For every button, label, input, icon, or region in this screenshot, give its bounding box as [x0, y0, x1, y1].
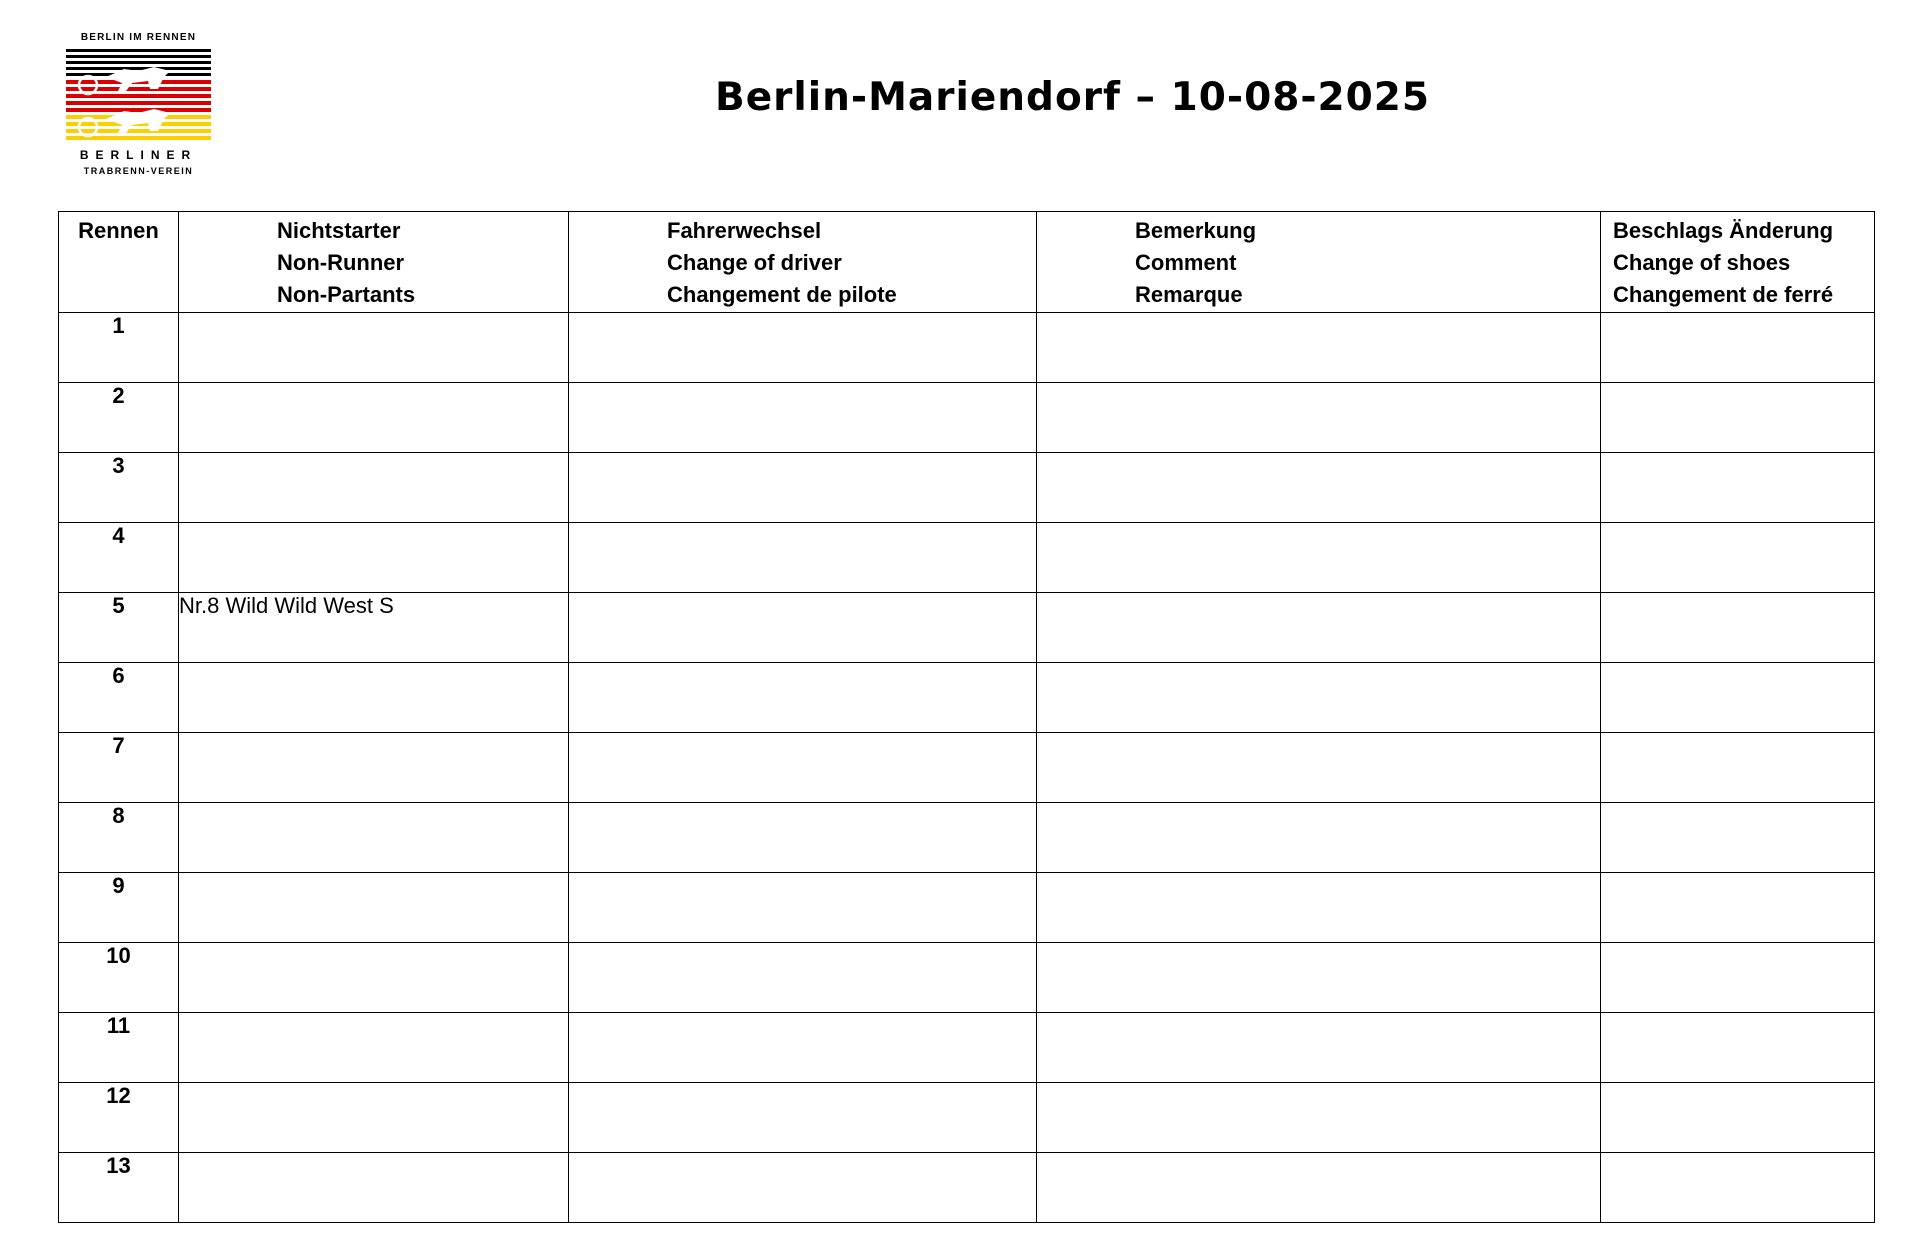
comment-cell [1037, 453, 1601, 523]
header-race-label: Rennen [78, 218, 159, 243]
race-number: 2 [59, 383, 179, 453]
non-runner-cell [179, 453, 569, 523]
table-row [59, 803, 1875, 873]
comment-cell [1037, 593, 1601, 663]
race-number: 1 [59, 313, 179, 383]
shoes-change-cell [1601, 453, 1875, 523]
non-runner-cell [179, 1083, 569, 1153]
non-runner-cell [179, 383, 569, 453]
non-runner-cell [179, 943, 569, 1013]
header-non-runner [179, 212, 569, 313]
shoes-change-cell [1601, 383, 1875, 453]
header-shoes-change [1601, 212, 1875, 313]
header-driver-change [569, 212, 1037, 313]
race-changes-table [58, 211, 1875, 1223]
shoes-change-cell [1601, 1083, 1875, 1153]
driver-change-cell [569, 1013, 1037, 1083]
race-number: 7 [59, 733, 179, 803]
shoes-change-cell [1601, 803, 1875, 873]
table-row [59, 873, 1875, 943]
header-race [59, 212, 179, 313]
shoes-change-cell [1601, 943, 1875, 1013]
shoes-change-cell [1601, 1153, 1875, 1223]
header-comment [1037, 212, 1601, 313]
non-runner-cell: Nr.8 Wild Wild West S [179, 593, 569, 663]
logo-sub-text: TRABRENN-VEREIN [83, 166, 194, 176]
race-number: 12 [59, 1083, 179, 1153]
header-shoes-change-fr: Changement de ferré [1613, 282, 1834, 307]
table-header-row [59, 212, 1875, 313]
comment-cell [1037, 943, 1601, 1013]
header-driver-change-en: Change of driver [667, 250, 842, 275]
header-non-runner-en: Non-Runner [277, 250, 405, 275]
race-number: 11 [59, 1013, 179, 1083]
comment-cell [1037, 1013, 1601, 1083]
shoes-change-cell [1601, 733, 1875, 803]
non-runner-cell [179, 1013, 569, 1083]
table-row [59, 383, 1875, 453]
logo-top-text: BERLIN IM RENNEN [80, 32, 197, 43]
logo [66, 32, 211, 182]
table-row [59, 733, 1875, 803]
header-non-runner-de: Nichtstarter [277, 218, 401, 243]
driver-change-cell [569, 1083, 1037, 1153]
non-runner-cell [179, 733, 569, 803]
comment-cell [1037, 383, 1601, 453]
table-row [59, 943, 1875, 1013]
header-driver-change-de: Fahrerwechsel [667, 218, 822, 243]
trotting-horse-logo-icon [66, 47, 211, 147]
header-non-runner-fr: Non-Partants [277, 282, 416, 307]
non-runner-cell [179, 873, 569, 943]
shoes-change-cell [1601, 1013, 1875, 1083]
comment-cell [1037, 1083, 1601, 1153]
page-title: Berlin-Mariendorf – 10-08-2025 [715, 75, 1431, 120]
race-number: 8 [59, 803, 179, 873]
shoes-change-cell [1601, 593, 1875, 663]
race-number: 9 [59, 873, 179, 943]
race-number: 3 [59, 453, 179, 523]
driver-change-cell [569, 523, 1037, 593]
race-number: 13 [59, 1153, 179, 1223]
race-number: 6 [59, 663, 179, 733]
non-runner-cell [179, 663, 569, 733]
table-row [59, 453, 1875, 523]
driver-change-cell [569, 733, 1037, 803]
table-row [59, 1013, 1875, 1083]
comment-cell [1037, 873, 1601, 943]
race-number: 10 [59, 943, 179, 1013]
comment-cell [1037, 663, 1601, 733]
table-row [59, 1153, 1875, 1223]
header-driver-change-fr: Changement de pilote [667, 282, 897, 307]
header-comment-fr: Remarque [1135, 282, 1243, 307]
header-comment-de: Bemerkung [1135, 218, 1257, 243]
driver-change-cell [569, 593, 1037, 663]
driver-change-cell [569, 803, 1037, 873]
driver-change-cell [569, 663, 1037, 733]
race-number: 5 [59, 593, 179, 663]
comment-cell [1037, 523, 1601, 593]
shoes-change-cell [1601, 663, 1875, 733]
shoes-change-cell [1601, 313, 1875, 383]
table-row [59, 593, 1875, 663]
table-row [59, 523, 1875, 593]
race-number: 4 [59, 523, 179, 593]
non-runner-cell [179, 523, 569, 593]
comment-cell [1037, 1153, 1601, 1223]
header-shoes-change-de: Beschlags Änderung [1613, 218, 1834, 243]
table-row [59, 313, 1875, 383]
non-runner-cell [179, 1153, 569, 1223]
header-shoes-change-en: Change of shoes [1613, 250, 1791, 275]
table-row [59, 663, 1875, 733]
comment-cell [1037, 313, 1601, 383]
shoes-change-cell [1601, 873, 1875, 943]
driver-change-cell [569, 1153, 1037, 1223]
header-comment-en: Comment [1135, 250, 1237, 275]
shoes-change-cell [1601, 523, 1875, 593]
driver-change-cell [569, 943, 1037, 1013]
comment-cell [1037, 733, 1601, 803]
driver-change-cell [569, 453, 1037, 523]
driver-change-cell [569, 873, 1037, 943]
table-row [59, 1083, 1875, 1153]
driver-change-cell [569, 313, 1037, 383]
driver-change-cell [569, 383, 1037, 453]
comment-cell [1037, 803, 1601, 873]
logo-bottom-text: BERLINER [79, 148, 198, 162]
non-runner-cell [179, 313, 569, 383]
non-runner-cell [179, 803, 569, 873]
